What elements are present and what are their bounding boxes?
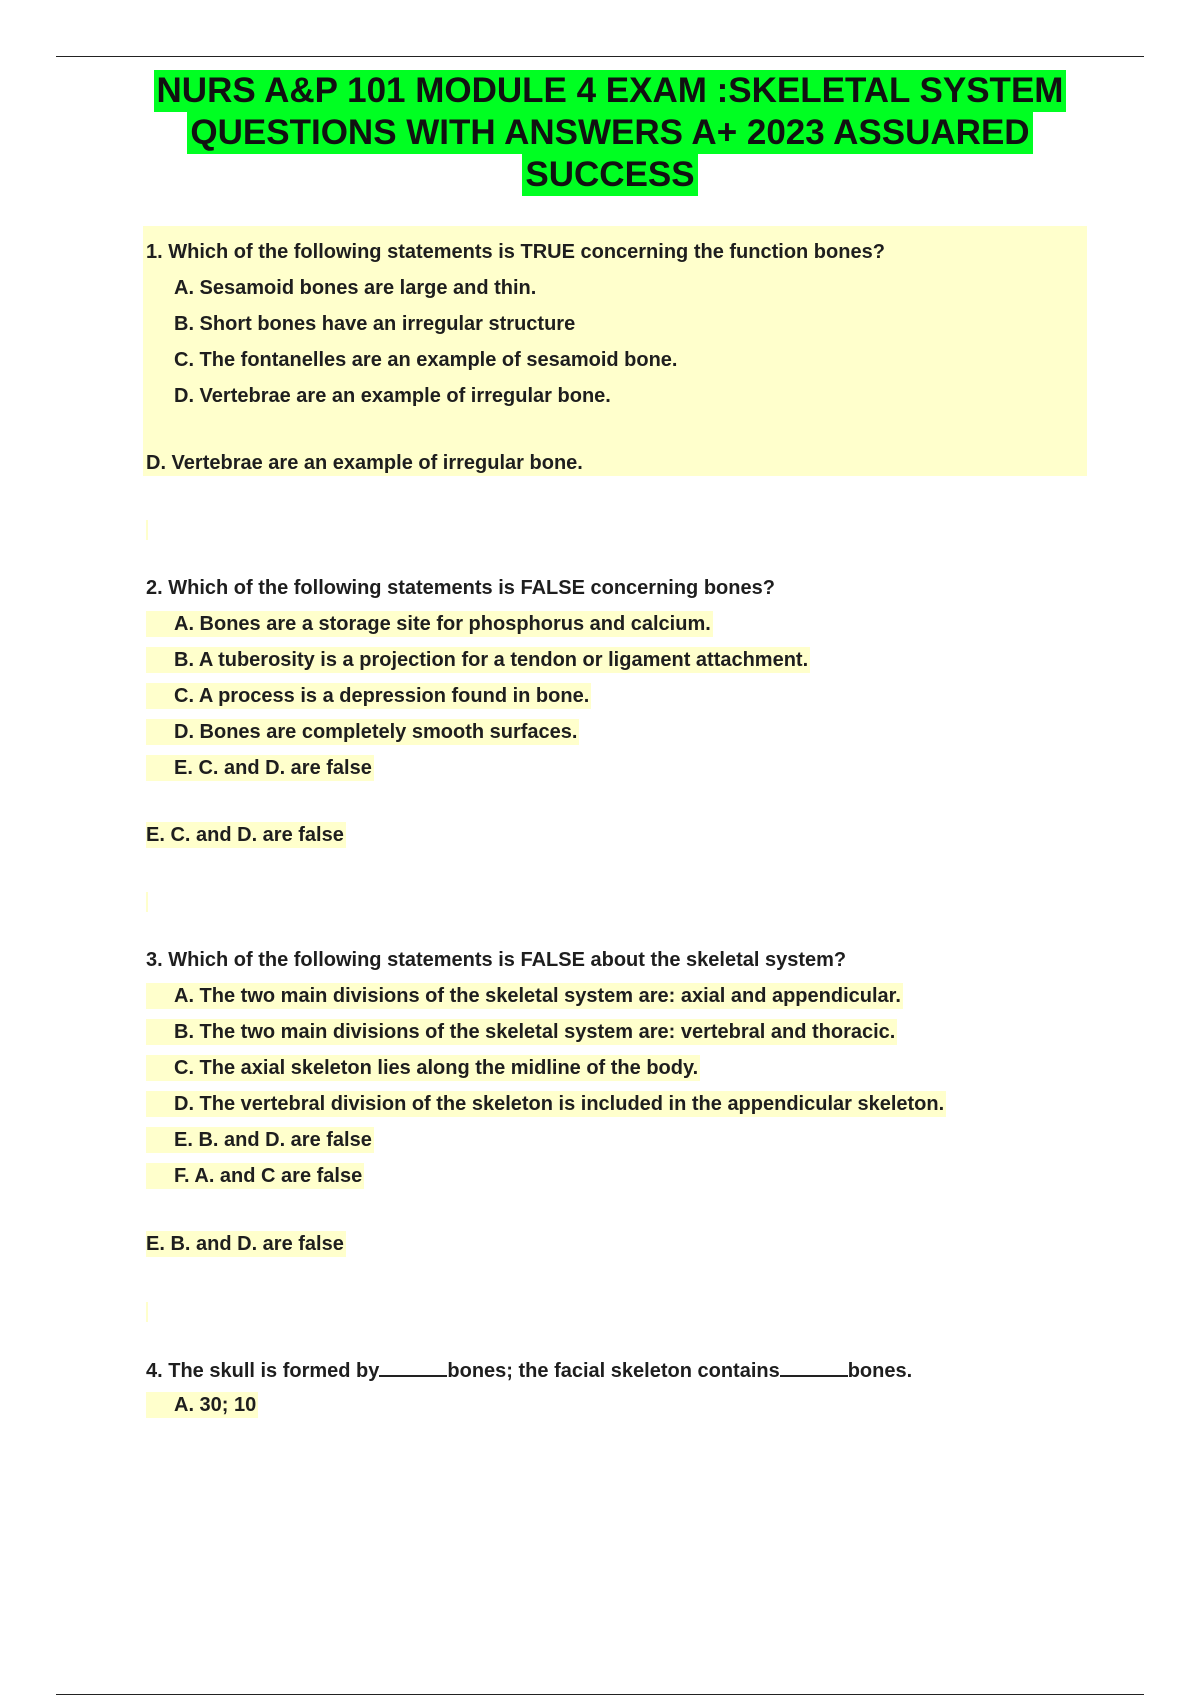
question-2-option-a [146,612,713,636]
separator-marker-2 [146,892,148,912]
question-1-answer: D. Vertebrae are an example of irregular bone. [146,452,583,474]
question-4-option-a [146,1393,258,1417]
question-3-option-f-text: F. A. and C are false [146,1163,364,1189]
question-3-option-a [146,984,903,1008]
question-4-text-part1: 4. The skull is formed by [146,1360,380,1382]
question-2-option-e [146,756,374,780]
question-1-option-c: C. The fontanelles are an example of sesamoid bone. [174,349,678,371]
question-3-option-a-text: A. The two main divisions of the skeletal system are: axial and appendicular. [146,983,903,1009]
fill-in-blank-2 [780,1357,848,1377]
question-3-option-c-text: C. The axial skeleton lies along the midline of the body. [146,1055,700,1081]
title-line-1: NURS A&P 101 MODULE 4 EXAM :SKELETAL SYSTEM [154,70,1067,112]
question-1-option-a: A. Sesamoid bones are large and thin. [174,277,537,299]
question-3-option-d [146,1092,946,1116]
question-3-option-d-text: D. The vertebral division of the skeleton is included in the appendicular skeleton. [146,1091,946,1117]
bottom-rule [56,1694,1144,1695]
question-4-text-part3: bones. [847,1360,913,1382]
question-4-text [146,1357,912,1383]
question-2-option-a-text: A. Bones are a storage site for phosphorus and calcium. [146,611,713,637]
question-4-text-part2: bones; the facial skeleton contains [447,1360,780,1382]
question-2-option-b-text: B. A tuberosity is a projection for a tendon or ligament attachment. [146,647,810,673]
question-2-option-c-text: C. A process is a depression found in bone. [146,683,591,709]
question-2-option-b [146,648,810,672]
question-3-answer [146,1232,346,1256]
question-4-option-a-text: A. 30; 10 [146,1392,258,1418]
fill-in-blank-1 [379,1357,447,1377]
question-2-option-d-text: D. Bones are completely smooth surfaces. [146,719,579,745]
separator-marker-3 [146,1302,148,1322]
question-2-option-d [146,720,579,744]
question-2-text: 2. Which of the following statements is FALSE concerning bones? [146,577,775,599]
question-3-answer-text: E. B. and D. are false [146,1233,344,1255]
question-1-text: 1. Which of the following statements is TRUE concerning the function bones? [146,241,885,263]
separator-marker-1 [146,520,148,540]
question-3-option-b [146,1020,897,1044]
question-2-answer [146,823,346,847]
question-3-option-b-text: B. The two main divisions of the skeletal system are: vertebral and thoracic. [146,1019,897,1045]
question-1-option-d: D. Vertebrae are an example of irregular bone. [174,385,611,407]
question-2-answer-text: E. C. and D. are false [146,824,344,846]
question-3-option-f [146,1164,364,1188]
question-3-text: 3. Which of the following statements is FALSE about the skeletal system? [146,949,847,971]
question-3-option-e-text: E. B. and D. are false [146,1127,374,1153]
question-3-option-e [146,1128,374,1152]
question-2-option-e-text: E. C. and D. are false [146,755,374,781]
top-rule [56,56,1144,57]
question-1-option-b: B. Short bones have an irregular structure [174,313,576,335]
question-3-option-c [146,1056,700,1080]
document-title [130,70,1090,196]
question-2-option-c [146,684,591,708]
title-line-2: QUESTIONS WITH ANSWERS A+ 2023 ASSUARED [187,112,1032,154]
title-line-3: SUCCESS [522,154,697,196]
